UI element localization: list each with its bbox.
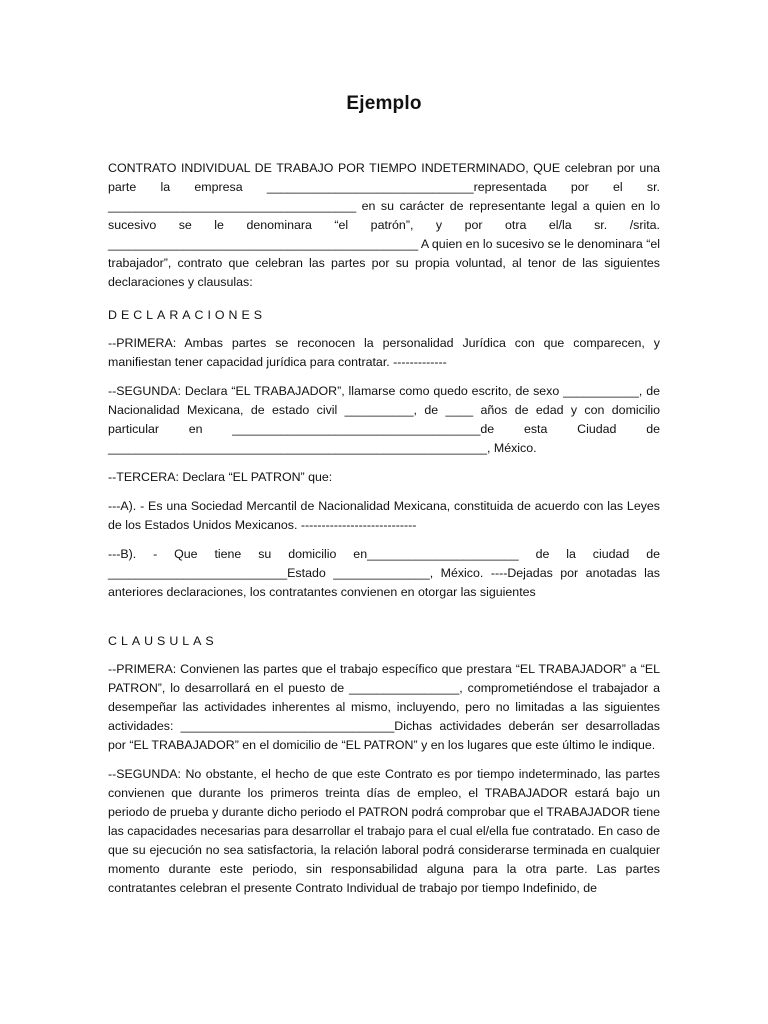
clausula-primera: --PRIMERA: Convienen las partes que el trabajo específico que prestara “EL TRABAJADOR” a “EL PATRON”, lo desarrollará en el puesto de ________________, comprometiéndose el trabajador a desempeñar las actividades inherentes al mismo, incluyendo, pero no limitadas a las siguientes actividades: _______________________________Dichas actividades deberán ser desarrolladas por “EL TRABAJADOR” en el domicilio de “EL PATRON” y en los lugares que este último le indique. [108,662,660,752]
declaraciones-heading: DECLARACIONES [108,308,267,322]
document-title: Ejemplo [346,93,422,114]
declaracion-primera: --PRIMERA: Ambas partes se reconocen la personalidad Jurídica con que comparecen, y manifiestan tener capacidad jurídica para contratar. ------------- [108,336,660,369]
declaracion-segunda: --SEGUNDA: Declara “EL TRABAJADOR”, llamarse como quedo escrito, de sexo ___________, de Nacionalidad Mexicana, de estado civil __________, de ____ años de edad y con domicilio particular en ____________________________________de esta Ciudad de _______________________________________________________, México. [108,384,660,455]
declaracion-tercera: --TERCERA: Declara “EL PATRON” que: [108,470,333,484]
clausula-segunda: --SEGUNDA: No obstante, el hecho de que este Contrato es por tiempo indeterminado, las partes convienen que durante los primeros treinta días de empleo, el TRABAJADOR estará bajo un periodo de prueba y durante dicho periodo el PATRON podrá comprobar que el TRABAJADOR tiene las capacidades necesarias para desarrollar el trabajo para el cual el/ella fue contratado. En caso de que su ejecución no sea satisfactoria, la relación laboral podrá considerarse terminada en cualquier momento durante este periodo, sin responsabilidad alguna para la otra parte. Las partes contratantes celebran el presente Contrato Individual de trabajo por tiempo Indefinido, de [108,767,660,895]
declaracion-tercera-b: ---B). - Que tiene su domicilio en______________________ de la ciudad de __________________________Estado ______________, México. ----Dejadas por anotadas las anteriores declaraciones, los contratantes convienen en otorgar las siguientes [108,547,660,599]
intro-paragraph: CONTRATO INDIVIDUAL DE TRABAJO POR TIEMPO INDETERMINADO, QUE celebran por una parte la empresa ______________________________representada por el sr. ____________________________________ en su carácter de representante legal a quien en lo sucesivo se le denominara “el patrón”, y por otra el/la sr. /srita. _____________________________________________ A quien en lo sucesivo se le denominara “el trabajador”, contrato que celebran las partes por su propia voluntad, al tenor de las siguientes declaraciones y clausulas: [108,161,660,289]
clausulas-heading: CLAUSULAS [108,634,218,648]
declaracion-tercera-a: ---A). - Es una Sociedad Mercantil de Nacionalidad Mexicana, constituida de acuerdo con las Leyes de los Estados Unidos Mexicanos. ---------------------------- [108,499,660,532]
